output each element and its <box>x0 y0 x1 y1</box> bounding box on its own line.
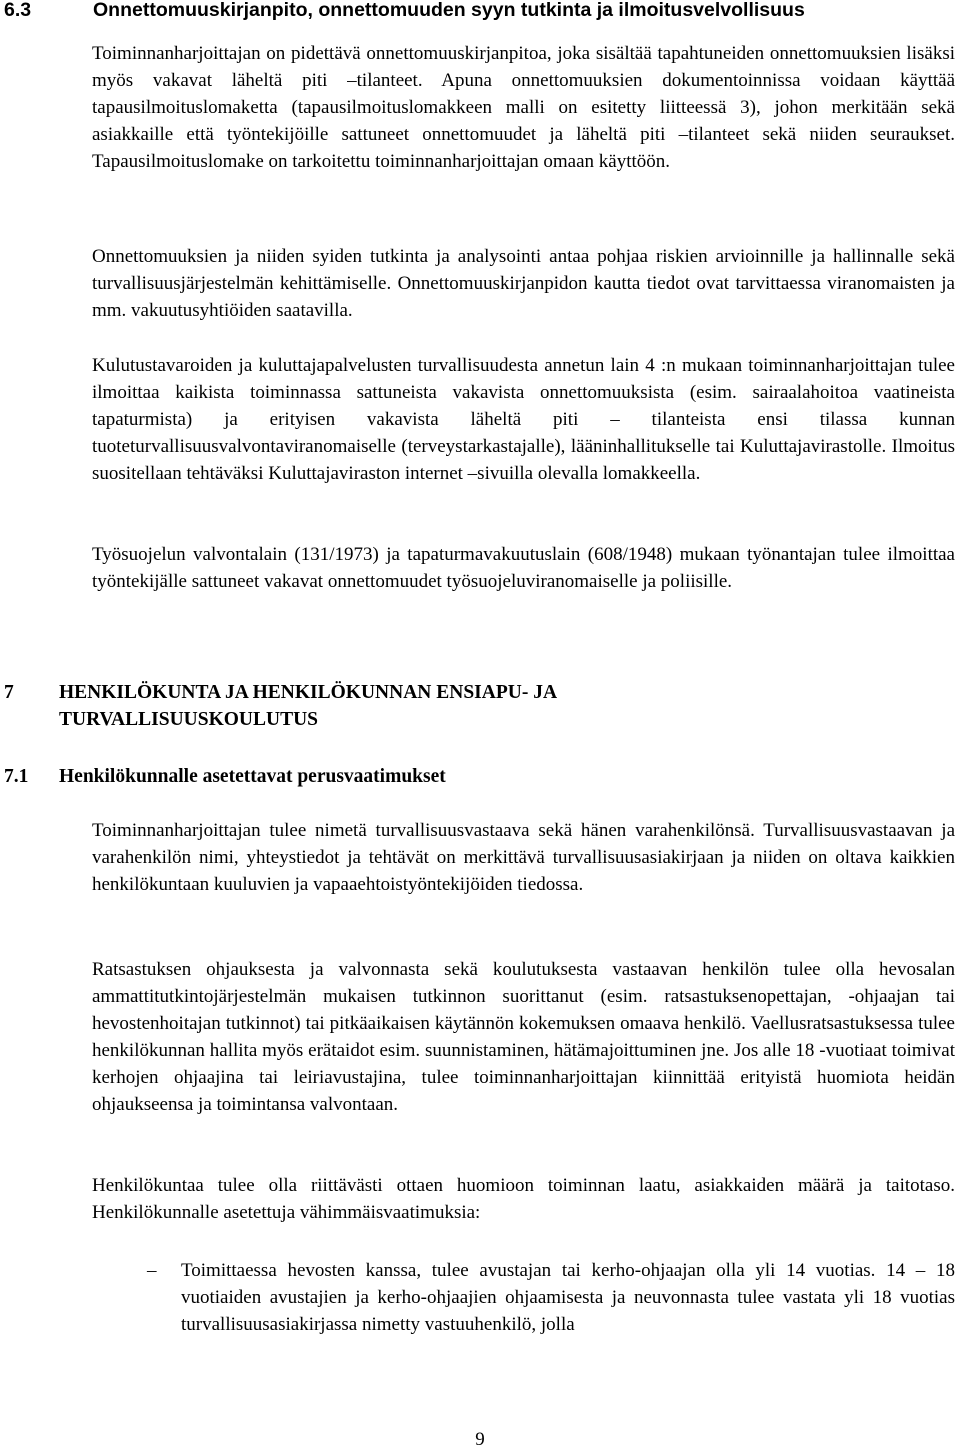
paragraph: Ratsastuksen ohjauksesta ja valvonnasta sekä koulutuksesta vastaavan henkilön tulee olla hevosalan ammattitutkintojärjestelmän mukaisen tutkinnon suorittanut (esim. ratsastuksenopettajan, -ohjaajan tai hevostenhoitajan tutkinnot) tai pitkäaikaisen käytännön kokemuksen omaava henkilö. Vaellusratsastuksessa tulee henkilökunnan hallita myös erätaidot esim. suunnistaminen, hätämajoittuminen jne. Jos alle 18 -vuotiaat toimivat kerhojen ohjaajina tai leiriavustajina, tulee toiminnanharjoittajan kiinnittää erityistä huomiota heidän ohjaukseensa ja toimintansa valvontaan. <box>92 959 955 1115</box>
section-title: Onnettomuuskirjanpito, onnettomuuden syyn tutkinta ja ilmoitusvelvollisuus <box>93 0 805 21</box>
paragraph: Toiminnanharjoittajan on pidettävä onnettomuuskirjanpitoa, joka sisältää tapahtuneiden onnettomuuksien lisäksi myös vakavat läheltä piti –tilanteet. Apuna onnettomuuksien dokumentoinnissa voidaan käyttää tapausilmoituslomaketta (tapausilmoituslomakkeen malli on esitetty liitteessä 3), johon merkitään sekä asiakkaille että työntekijöille sattuneet onnettomuudet ja läheltä piti –tilanteet sekä niiden seuraukset. Tapausilmoituslomake on tarkoitettu toiminnanharjoittajan omaan käyttöön. <box>92 43 955 172</box>
section-title: Henkilökunnalle asetettavat perusvaatimukset <box>59 766 446 787</box>
chapter-number: 7 <box>4 682 14 703</box>
section-number: 6.3 <box>4 0 32 21</box>
section-heading-6-3 <box>4 0 954 22</box>
paragraph: Onnettomuuksien ja niiden syiden tutkinta ja analysointi antaa pohjaa riskien arvioinnille ja hallinnalle sekä turvallisuusjärjestelmän kehittämiselle. Onnettomuuskirjanpidon kautta tiedot ovat tarvittaessa viranomaisten ja mm. vakuutusyhtiöiden saatavilla. <box>92 246 955 321</box>
paragraph: Kulutustavaroiden ja kuluttajapalvelusten turvallisuudesta annetun lain 4 :n mukaan toiminnanharjoittajan tulee ilmoittaa kaikista toiminnassa sattuneista vakavista onnettomuuksista (esim. sairaalahoitoa vaatineista tapaturmista) ja erityisen vakavista läheltä piti – tilanteista ensi tilassa kunnan tuoteturvallisuusvalvontaviranomaiselle (terveystarkastajalle), lääninhallitukselle tai Kuluttajavirastolle. Ilmoitus suositellaan tehtäväksi Kuluttajaviraston internet –sivuilla olevalla lomakkeella. <box>92 355 955 484</box>
chapter-title: HENKILÖKUNTA JA HENKILÖKUNNAN ENSIAPU- JA TURVALLISUUSKOULUTUS <box>59 682 556 730</box>
paragraph: Toiminnanharjoittajan tulee nimetä turvallisuusvastaava sekä hänen varahenkilönsä. Turvallisuusvastaavan ja varahenkilön nimi, yhteystiedot ja tehtävät on merkittävä turvallisuusasiakirjaan ja niiden on oltava kaikkien henkilökuntaan kuuluvien ja vapaaehtoistyöntekijöiden tiedossa. <box>92 820 955 895</box>
dash-bullet-icon: – <box>147 1260 157 1281</box>
list-item <box>92 1257 955 1347</box>
chapter-heading-7 <box>4 679 954 733</box>
paragraph: Henkilökuntaa tulee olla riittävästi ottaen huomioon toiminnan laatu, asiakkaiden määrä ja taitotaso. Henkilökunnalle asetettuja vähimmäisvaatimuksia: <box>92 1175 955 1223</box>
section-number: 7.1 <box>4 766 29 787</box>
page-number: 9 <box>475 1429 485 1450</box>
section-heading-7-1 <box>4 763 954 790</box>
paragraph: Työsuojelun valvontalain (131/1973) ja tapaturmavakuutuslain (608/1948) mukaan työnantajan tulee ilmoittaa työntekijälle sattuneet vakavat onnettomuudet työsuojeluviranomaiselle ja poliisille. <box>92 544 955 592</box>
list-item-text: Toimittaessa hevosten kanssa, tulee avustajan tai kerho-ohjaajan olla yli 14 vuotias. 14 – 18 vuotiaiden avustajien ja kerho-ohjaajien ohjaamisesta ja neuvonnasta tulee vastata yli 18 vuotias turvallisuusasiakirjassa nimetty vastuuhenkilö, jolla <box>181 1260 955 1335</box>
